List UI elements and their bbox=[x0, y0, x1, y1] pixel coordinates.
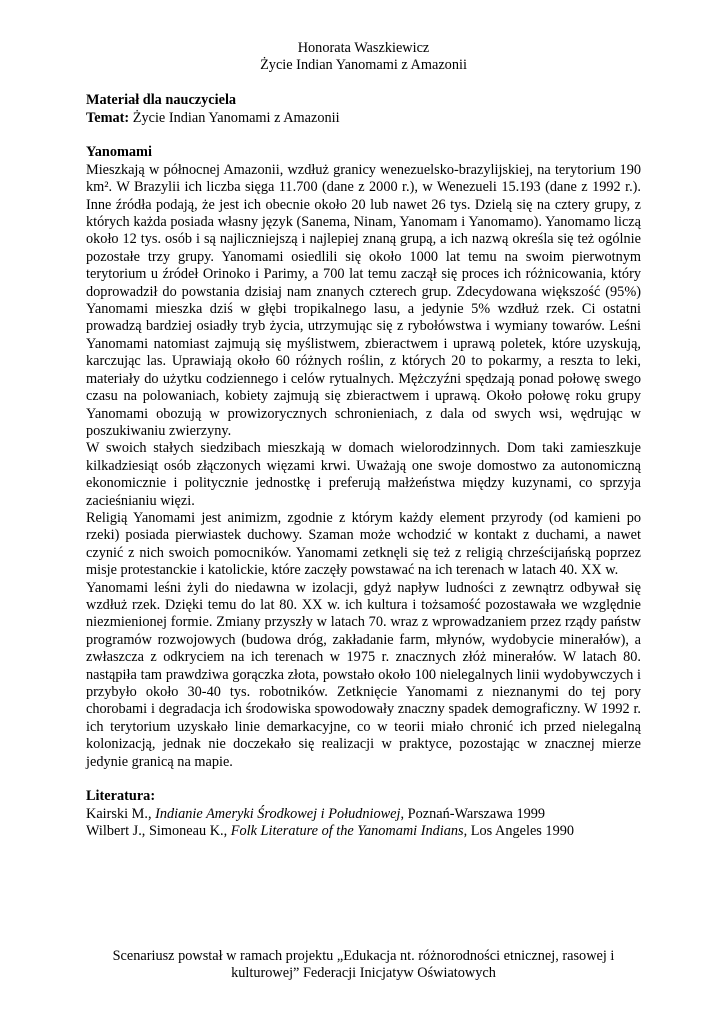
ref-author: Kairski M., bbox=[86, 805, 156, 822]
paragraph-2: W swoich stałych siedzibach mieszkają w domach wielorodzinnych. Dom taki zamieszkuje kilkadziesiąt osób złączonych więzami krwi. Uważają one swoje domostwo za autonomiczną ekonomicznie i politycznie jednostkę i preferują małżeństwa między kuzynami, co sprzyja zacieśnianiu więzi. bbox=[86, 440, 641, 509]
paragraph-1: Mieszkają w północnej Amazonii, wzdłuż granicy wenezuelsko-brazylijskiej, na terytorium 190 km². W Brazylii ich liczba sięga 11.700 (dane z 2000 r.), w Wenezueli 15.193 (dane z 1992 r.). Inne źródła podają, że jest ich obecnie około 20 lub nawet 26 tys. Dzielą się na cztery grupy, z których każda posiada własny język (Sanema, Ninam, Yanomam i Yanomamo). Yanomamo liczą około 12 tys. osób i są najliczniejszą i najlepiej znaną grupą, a ich nazwą określa się też ogólnie pozostałe trzy grupy. Yanomami osiedlili się około 1000 lat temu na swoim pierwotnym terytorium u źródeł Orinoko i Parimy, a 700 lat temu zaczął się proces ich różnicowania, który doprowadził do powstania dzisiaj nam znanych czterech grup. Zdecydowana większość (95%) Yanomami mieszka dziś w głębi tropikalnego lasu, a jedynie 5% wzdłuż rzek. Ci ostatni prowadzą bardziej osiadły tryb życia, utrzymując się z rybołówstwa i wymiany towarów. Leśni Yanomami natomiast zajmują się myślistwem, zbieractwem i uprawą poletek, które uzyskują, karczując las. Uprawiają około 60 różnych roślin, z których 20 to pokarmy, a reszta to leki, materiały do użytku codziennego i celów rytualnych. Mężczyźni spędzają ponad połowę swego czasu na polowaniach, kobiety zajmują się zbieractwem i uprawą. Około połowę roku grupy Yanomami obozują w prowizorycznych schronieniach, z dala od swych wsi, wędrując w poszukiwaniu zwierzyny. bbox=[86, 161, 641, 439]
literature-item bbox=[86, 806, 641, 823]
topic-value: Życie Indian Yanomami z Amazonii bbox=[129, 109, 340, 126]
paragraph-4: Yanomami leśni żyli do niedawna w izolacji, gdyż napływ ludności z zewnątrz odbywał się wzdłuż rzek. Dzięki temu do lat 80. XX w. ich kultura i tożsamość pozostawała we względnie niezmienionej formie. Zmiany przyszły w latach 70. wraz z wprowadzaniem przez rządy państw programów rozwojowych (budowa dróg, zakładanie farm, młynów, wydobycie minerałów), a zwłaszcza z odkryciem na ich terenach w 1975 r. znacznych złóż minerałów. W latach 80. nastąpiła tam prawdziwa gorączka złota, powstało około 100 nielegalnych linii wydobywczych i przybyło około 30-40 tys. robotników. Zetknięcie Yanomami z nieznanymi do tej pory chorobami i degradacja ich środowiska spowodowały znaczny spadek demograficzny. W 1992 r. ich terytorium uzyskało linie demarkacyjne, co w teorii miało chronić ich przed nielegalną kolonizacją, jednak nie doczekało się realizacji w praktyce, pozostając w znacznej mierze jedynie granicą na mapie. bbox=[86, 579, 641, 770]
topic-label: Temat: bbox=[86, 109, 130, 126]
document-title: Życie Indian Yanomami z Amazonii bbox=[260, 57, 467, 74]
author-name: Honorata Waszkiewicz bbox=[297, 40, 430, 56]
document-page bbox=[86, 40, 641, 841]
paragraph-3: Religią Yanomami jest animizm, zgodnie z którym każdy element przyrody (od kamieni po rzeki) posiada pierwiastek duchowy. Szaman może wchodzić w kontakt z duchami, a nawet czynić z nich swoich pomocników. Yanomami zetknęli się też z religią chrześcijańską poprzez misje protestanckie i katolickie, które zaczęły powstawać na ich terenach w latach 40. XX w. bbox=[86, 509, 641, 579]
ref-author: Wilbert J., Simoneau K., bbox=[86, 823, 231, 840]
literature-item bbox=[86, 823, 641, 840]
page-footer bbox=[86, 948, 641, 983]
document-header bbox=[86, 40, 641, 75]
ref-publication: , Poznań-Warszawa 1999 bbox=[400, 805, 546, 822]
footer-line: kulturowej” Federacji Inicjatyw Oświatowych bbox=[231, 965, 496, 982]
ref-title: Folk Literature of the Yanomami Indians bbox=[230, 823, 464, 840]
material-heading: Materiał dla nauczyciela bbox=[86, 92, 237, 109]
literature-heading: Literatura: bbox=[86, 788, 156, 805]
section-heading: Yanomami bbox=[86, 144, 152, 161]
footer-line: Scenariusz powstał w ramach projektu „Edukacja nt. różnorodności etnicznej, rasowej i bbox=[112, 948, 615, 964]
ref-publication: , Los Angeles 1990 bbox=[463, 823, 575, 840]
topic-line bbox=[86, 110, 641, 127]
ref-title: Indianie Ameryki Środkowej i Południowej bbox=[155, 805, 401, 822]
